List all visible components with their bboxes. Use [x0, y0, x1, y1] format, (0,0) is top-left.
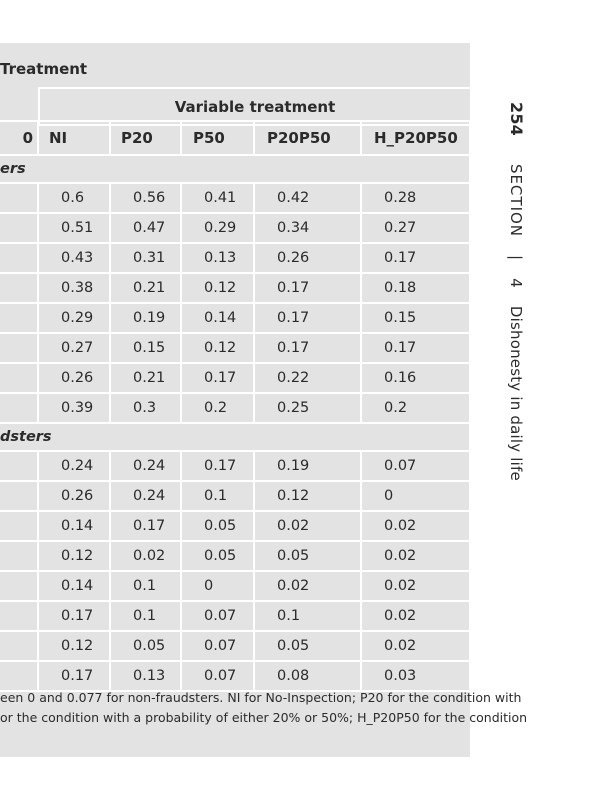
table-cell: 0.03	[361, 661, 470, 691]
table-cell	[0, 661, 38, 691]
table-cell: 0.02	[361, 601, 470, 631]
table-cell: 0.21	[110, 363, 181, 393]
table-cell: 0.17	[181, 451, 254, 481]
table-cell	[0, 451, 38, 481]
table-row	[0, 481, 470, 511]
data-table	[0, 120, 471, 692]
table-row	[0, 393, 470, 423]
section-row	[0, 155, 470, 183]
table-cell: 0.17	[254, 333, 361, 363]
table-cell: 0.17	[38, 661, 110, 691]
table-footnote	[0, 688, 528, 728]
table-cell: 0.26	[254, 243, 361, 273]
page-number: 254	[507, 102, 526, 136]
table-cell	[0, 303, 38, 333]
section-label: ers	[0, 155, 470, 183]
table-cell	[0, 213, 38, 243]
table-cell: 0.17	[181, 363, 254, 393]
table-cell: 0.02	[361, 511, 470, 541]
table-row	[0, 571, 470, 601]
section-number: 4	[507, 278, 525, 288]
table-cell	[0, 631, 38, 661]
table-cell: 0.24	[110, 481, 181, 511]
table-cell: 0.16	[361, 363, 470, 393]
footnote-line: een 0 and 0.077 for non-fraudsters. NI for No-Inspection; P20 for the condition with	[0, 690, 522, 705]
table-title: Treatment	[0, 60, 88, 78]
table-cell: 0.02	[254, 511, 361, 541]
table-cell: 0.6	[38, 183, 110, 213]
section-label: dsters	[0, 423, 470, 451]
table-cell: 0.17	[254, 273, 361, 303]
table-cell: 0.25	[254, 393, 361, 423]
footnote-line: or the condition with a probability of either 20% or 50%; H_P20P50 for the condition	[0, 710, 528, 725]
column-header: P20P50	[254, 121, 361, 155]
table-row	[0, 451, 470, 481]
table-cell: 0.29	[181, 213, 254, 243]
table-row	[0, 631, 470, 661]
table-cell: 0.26	[38, 481, 110, 511]
table-cell: 0.39	[38, 393, 110, 423]
table-cell: 0.38	[38, 273, 110, 303]
column-header: P50	[181, 121, 254, 155]
table-cell: 0.51	[38, 213, 110, 243]
table-cell: 0.07	[361, 451, 470, 481]
table-cell: 0.24	[38, 451, 110, 481]
section-label: SECTION	[507, 163, 525, 238]
table-cell: 0.1	[110, 601, 181, 631]
separator: |	[507, 254, 525, 261]
table-row	[0, 243, 470, 273]
table-cell: 0.07	[181, 631, 254, 661]
table-cell: 0.05	[181, 511, 254, 541]
section-title: Dishonesty in daily life	[507, 305, 525, 481]
table-cell: 0.26	[38, 363, 110, 393]
table-cell: 0.14	[181, 303, 254, 333]
table-cell: 0.29	[38, 303, 110, 333]
table-row	[0, 183, 470, 213]
table-row	[0, 333, 470, 363]
column-header: H_P20P50	[361, 121, 470, 155]
table-row	[0, 601, 470, 631]
table-cell: 0.12	[38, 631, 110, 661]
table-row	[0, 273, 470, 303]
table-cell: 0.31	[110, 243, 181, 273]
table-cell: 0.41	[181, 183, 254, 213]
table-cell: 0.05	[181, 541, 254, 571]
table-row	[0, 213, 470, 243]
table-cell: 0.07	[181, 601, 254, 631]
table-cell: 0.56	[110, 183, 181, 213]
table-cell: 0.02	[361, 571, 470, 601]
table-cell: 0.43	[38, 243, 110, 273]
table-cell: 0.02	[110, 541, 181, 571]
table-cell: 0.42	[254, 183, 361, 213]
table-cell: 0.2	[361, 393, 470, 423]
running-head	[507, 102, 526, 481]
table-cell: 0.17	[254, 303, 361, 333]
column-header: P20	[110, 121, 181, 155]
table-cell: 0.1	[254, 601, 361, 631]
table-cell: 0.27	[361, 213, 470, 243]
table-cell: 0.15	[361, 303, 470, 333]
table-cell: 0.14	[38, 511, 110, 541]
table-cell	[0, 481, 38, 511]
table-cell: 0	[361, 481, 470, 511]
table-cell: 0.18	[361, 273, 470, 303]
table-cell: 0.12	[181, 333, 254, 363]
table-cell: 0.1	[110, 571, 181, 601]
table-cell: 0.02	[254, 571, 361, 601]
table-cell: 0.12	[254, 481, 361, 511]
table-row	[0, 511, 470, 541]
table-cell: 0.47	[110, 213, 181, 243]
table-cell: 0.2	[181, 393, 254, 423]
table-cell: 0.14	[38, 571, 110, 601]
table-cell	[0, 541, 38, 571]
group-header: Variable treatment	[38, 87, 470, 126]
table-cell: 0.17	[110, 511, 181, 541]
table-cell: 0.19	[110, 303, 181, 333]
table-cell	[0, 511, 38, 541]
table-row	[0, 363, 470, 393]
table-cell: 0.05	[254, 541, 361, 571]
table-row	[0, 661, 470, 691]
table-cell: 0.08	[254, 661, 361, 691]
table-cell: 0.17	[38, 601, 110, 631]
section-row	[0, 423, 470, 451]
column-header: 0	[0, 121, 38, 155]
table-cell: 0.28	[361, 183, 470, 213]
table-cell	[0, 601, 38, 631]
table-cell	[0, 571, 38, 601]
table-cell: 0.12	[38, 541, 110, 571]
table-cell	[0, 273, 38, 303]
table-cell: 0.07	[181, 661, 254, 691]
table-cell	[0, 333, 38, 363]
column-header-row	[0, 121, 470, 155]
table-cell	[0, 363, 38, 393]
table-cell: 0.05	[110, 631, 181, 661]
table-cell: 0.34	[254, 213, 361, 243]
table-cell: 0.24	[110, 451, 181, 481]
table-row	[0, 541, 470, 571]
table-cell: 0.02	[361, 541, 470, 571]
table-cell: 0.1	[181, 481, 254, 511]
table-cell: 0.21	[110, 273, 181, 303]
table-cell: 0.13	[110, 661, 181, 691]
table-cell: 0.12	[181, 273, 254, 303]
table-cell: 0.17	[361, 243, 470, 273]
column-header: NI	[38, 121, 110, 155]
table-cell	[0, 393, 38, 423]
table-cell: 0	[181, 571, 254, 601]
table-cell	[0, 183, 38, 213]
table-cell: 0.27	[38, 333, 110, 363]
table-cell: 0.17	[361, 333, 470, 363]
table-cell: 0.05	[254, 631, 361, 661]
table-cell: 0.19	[254, 451, 361, 481]
table-cell: 0.13	[181, 243, 254, 273]
table-cell: 0.3	[110, 393, 181, 423]
table-row	[0, 303, 470, 333]
table-cell: 0.02	[361, 631, 470, 661]
table-cell: 0.22	[254, 363, 361, 393]
table-cell: 0.15	[110, 333, 181, 363]
table-cell	[0, 243, 38, 273]
